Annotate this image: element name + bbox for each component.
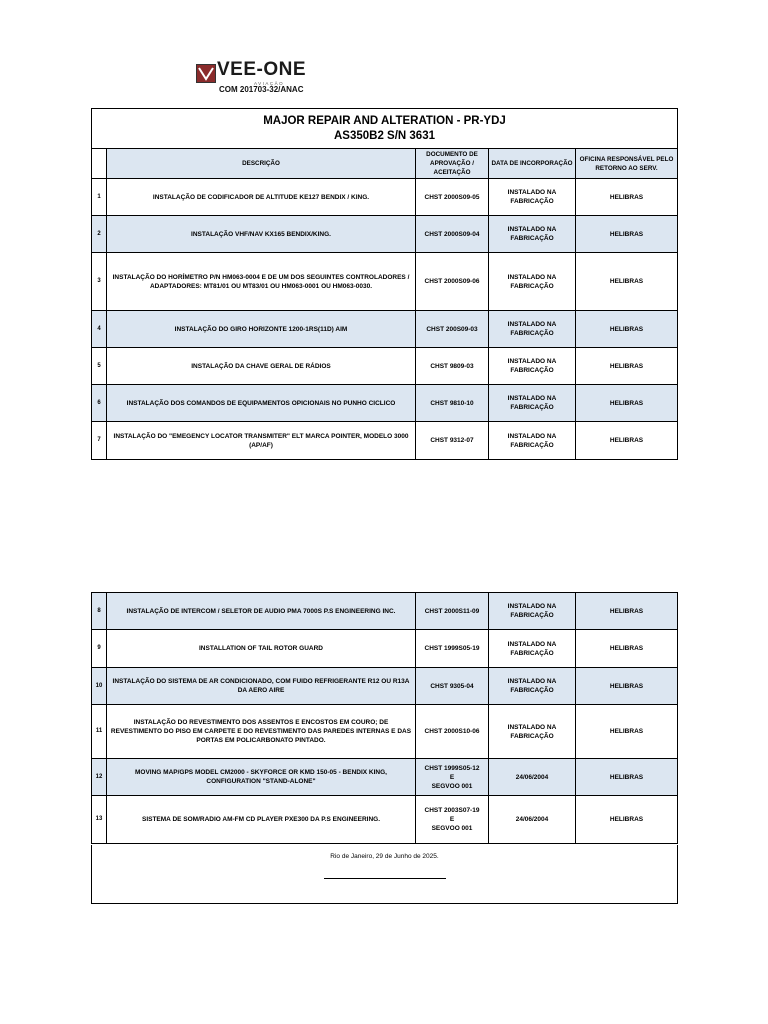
- row-documento-line-2: E: [449, 773, 455, 781]
- row-data: INSTALADO NA FABRICAÇÃO: [489, 216, 576, 253]
- row-descricao: INSTALAÇÃO DO REVESTIMENTO DOS ASSENTOS E ENCOSTOS EM COURO; DE REVESTIMENTO DO PISO EM CARPETE E DO REVESTIMENTO DAS PAREDES INTERNAS E DAS PORTAS EM POLICARBONATO PINTADO.: [107, 705, 416, 759]
- row-descricao: INSTALAÇÃO DE INTERCOM / SELETOR DE AUDIO PMA 7000S P.S ENGINEERING INC.: [107, 593, 416, 630]
- row-oficina: HELIBRAS: [576, 630, 678, 668]
- row-oficina: HELIBRAS: [576, 348, 678, 385]
- row-descricao: SISTEMA DE SOM/RADIO AM-FM CD PLAYER PXE300 DA P.S ENGINEERING.: [107, 796, 416, 844]
- signature-line: [324, 878, 446, 879]
- row-documento: CHST 9810-10: [416, 385, 489, 422]
- row-data: 24/06/2004: [489, 759, 576, 796]
- row-descricao: INSTALAÇÃO VHF/NAV KX165 BENDIX/KING.: [107, 216, 416, 253]
- row-descricao: INSTALAÇÃO DO "EMEGENCY LOCATOR TRANSMITER" ELT MARCA POINTER, MODELO 3000 (AP/AF): [107, 422, 416, 460]
- header-descricao: DESCRIÇÃO: [107, 149, 416, 179]
- row-oficina: HELIBRAS: [576, 796, 678, 844]
- row-documento-line-2: E: [449, 816, 455, 823]
- row-oficina: HELIBRAS: [576, 705, 678, 759]
- row-data: INSTALADO NA FABRICAÇÃO: [489, 705, 576, 759]
- row-number: 12: [92, 759, 107, 796]
- row-oficina: HELIBRAS: [576, 759, 678, 796]
- row-number: 9: [92, 630, 107, 668]
- row-data: INSTALADO NA FABRICAÇÃO: [489, 593, 576, 630]
- table-row: [92, 385, 678, 422]
- row-documento: CHST 2000S09-04: [416, 216, 489, 253]
- vee-one-logo-icon: [196, 64, 216, 83]
- table-row: [92, 796, 678, 844]
- row-documento-line-1: CHST 1999S05-12: [424, 764, 480, 772]
- row-documento: CHST 9305-04: [416, 668, 489, 705]
- row-documento: CHST 200S09-03: [416, 311, 489, 348]
- row-descricao: INSTALAÇÃO DO GIRO HORIZONTE 1200-1RS(11D) AIM: [107, 311, 416, 348]
- row-data: INSTALADO NA FABRICAÇÃO: [489, 179, 576, 216]
- table-row: [92, 593, 678, 630]
- row-number: 1: [92, 179, 107, 216]
- table-row: [92, 705, 678, 759]
- title-line-1: MAJOR REPAIR AND ALTERATION - PR-YDJ: [263, 114, 506, 127]
- row-oficina: HELIBRAS: [576, 593, 678, 630]
- row-descricao: INSTALLATION OF TAIL ROTOR GUARD: [107, 630, 416, 668]
- table-row: [92, 630, 678, 668]
- row-descricao: INSTALAÇÃO DOS COMANDOS DE EQUIPAMENTOS OPICIONAIS NO PUNHO CICLICO: [107, 385, 416, 422]
- row-number: 13: [92, 796, 107, 844]
- row-documento-line-3: SEGVOO 001: [431, 825, 473, 832]
- row-number: 5: [92, 348, 107, 385]
- table-row: [92, 216, 678, 253]
- row-documento: CHST 1999S05-19: [416, 630, 489, 668]
- row-number: 4: [92, 311, 107, 348]
- table-row: [92, 668, 678, 705]
- table-row: [92, 179, 678, 216]
- logo-subtitle: AVIAÇÃO: [254, 81, 285, 86]
- table-row: [92, 253, 678, 311]
- row-data: INSTALADO NA FABRICAÇÃO: [489, 668, 576, 705]
- footer-date: Rio de Janeiro, 29 de Junho de 2025.: [330, 853, 439, 860]
- row-documento: CHST 9312-07: [416, 422, 489, 460]
- row-oficina: HELIBRAS: [576, 179, 678, 216]
- row-descricao: INSTALAÇÃO DO SISTEMA DE AR CONDICIONADO, COM FUIDO REFRIGERANTE R12 OU R13A DA AERO AIRE: [107, 668, 416, 705]
- logo-text: VEE-ONE: [217, 59, 307, 80]
- row-oficina: HELIBRAS: [576, 668, 678, 705]
- row-documento: CHST 9809-03: [416, 348, 489, 385]
- header-oficina: OFICINA RESPONSÁVEL PELO RETORNO AO SERV.: [576, 149, 678, 179]
- row-data: INSTALADO NA FABRICAÇÃO: [489, 630, 576, 668]
- row-documento: CHST 2000S11-09: [416, 593, 489, 630]
- row-descricao: INSTALAÇÃO DA CHAVE GERAL DE RÁDIOS: [107, 348, 416, 385]
- row-data: INSTALADO NA FABRICAÇÃO: [489, 385, 576, 422]
- header-documento: DOCUMENTO DE APROVAÇÃO / ACEITAÇÃO: [416, 149, 489, 179]
- row-data: INSTALADO NA FABRICAÇÃO: [489, 348, 576, 385]
- row-documento: CHST 2000S09-05: [416, 179, 489, 216]
- row-number: 2: [92, 216, 107, 253]
- row-documento: [416, 759, 489, 796]
- row-documento-line-1: CHST 2003S07-19: [424, 807, 480, 814]
- repair-table-page-1: [91, 108, 678, 460]
- row-descricao: MOVING MAP/GPS MODEL CM2000 - SKYFORCE OR KMD 150-05 - BENDIX KING, CONFIGURATION "STAND-ALONE": [107, 759, 416, 796]
- row-number: 10: [92, 668, 107, 705]
- row-oficina: HELIBRAS: [576, 311, 678, 348]
- com-certificate: COM 201703-32/ANAC: [219, 85, 304, 94]
- table-row: [92, 348, 678, 385]
- table-row: [92, 311, 678, 348]
- header-data: DATA DE INCORPORAÇÃO: [489, 149, 576, 179]
- table-title: [92, 109, 678, 149]
- table-row: [92, 759, 678, 796]
- row-data: INSTALADO NA FABRICAÇÃO: [489, 311, 576, 348]
- row-number: 6: [92, 385, 107, 422]
- row-data: INSTALADO NA FABRICAÇÃO: [489, 253, 576, 311]
- row-descricao: INSTALAÇÃO DE CODIFICADOR DE ALTITUDE KE127 BENDIX / KING.: [107, 179, 416, 216]
- title-line-2: AS350B2 S/N 3631: [333, 129, 435, 142]
- header-number: [92, 149, 107, 179]
- row-documento: [416, 796, 489, 844]
- row-number: 8: [92, 593, 107, 630]
- row-documento-line-3: SEGVOO 001: [431, 782, 473, 790]
- repair-table-page-2: [91, 592, 678, 844]
- row-descricao: INSTALAÇÃO DO HORÍMETRO P/N HM063-0004 E DE UM DOS SEGUINTES CONTROLADORES / ADAPTADORES: MT81/01 OU MT83/01 OU HM063-0001 OU HM063-0030.: [107, 253, 416, 311]
- row-documento: CHST 2000S09-06: [416, 253, 489, 311]
- row-documento: CHST 2000S10-06: [416, 705, 489, 759]
- row-number: 11: [92, 705, 107, 759]
- row-oficina: HELIBRAS: [576, 422, 678, 460]
- row-oficina: HELIBRAS: [576, 253, 678, 311]
- row-oficina: HELIBRAS: [576, 216, 678, 253]
- row-data: 24/06/2004: [489, 796, 576, 844]
- column-header-row: [92, 149, 678, 179]
- row-oficina: HELIBRAS: [576, 385, 678, 422]
- row-number: 3: [92, 253, 107, 311]
- row-number: 7: [92, 422, 107, 460]
- table-row: [92, 422, 678, 460]
- row-data: INSTALADO NA FABRICAÇÃO: [489, 422, 576, 460]
- signature-footer: [91, 845, 678, 904]
